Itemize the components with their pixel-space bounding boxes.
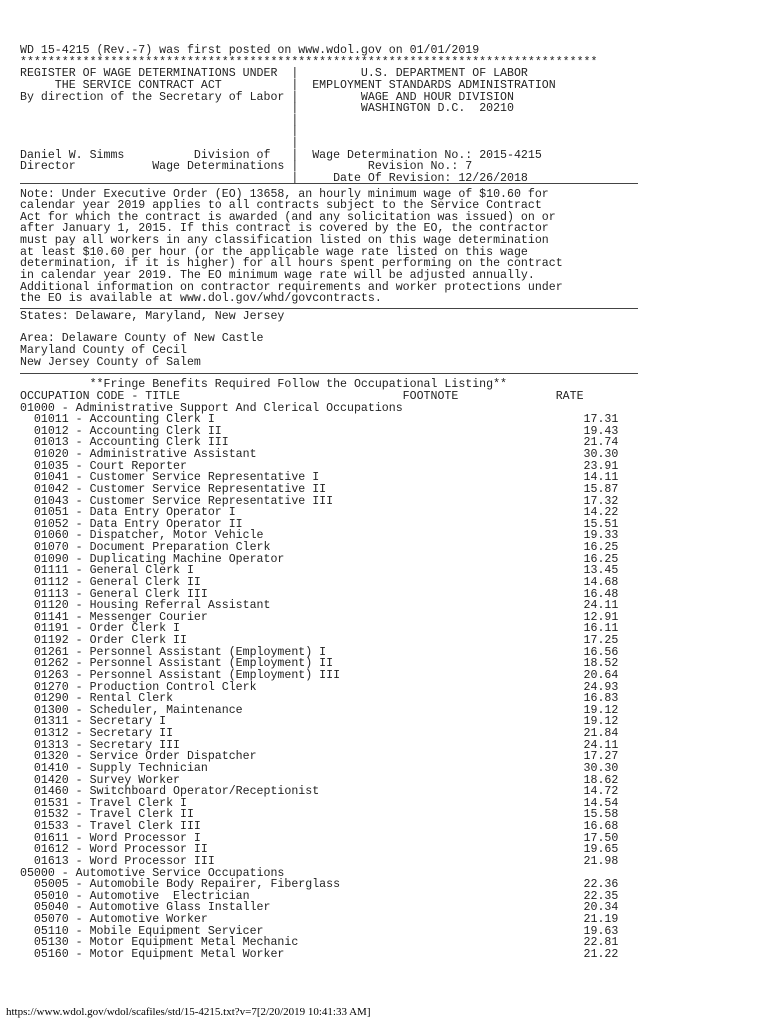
table-row: 01120 - Housing Referral Assistant 24.11: [20, 599, 619, 613]
note-line: determination, if it is higher) for all hours spent performing on the contract: [20, 257, 563, 271]
date-of-revision: Date Of Revision: 12/26/2018: [298, 171, 528, 185]
table-row: 01043 - Customer Service Representative III 17.32: [20, 494, 619, 508]
table-row: 01300 - Scheduler, Maintenance 19.12: [20, 703, 619, 717]
note-line: at least $10.60 per hour (or the applicable wage rate listed on this wage: [20, 245, 528, 259]
table-row: 01290 - Rental Clerk 16.83: [20, 692, 619, 706]
table-row: 05040 - Automotive Glass Installer 20.34: [20, 901, 619, 915]
table-row: 01020 - Administrative Assistant 30.30: [20, 448, 619, 461]
states-line: [20, 311, 618, 323]
area-line: Maryland County of Cecil: [20, 344, 187, 357]
table-row: 05110 - Mobile Equipment Servicer 19.63: [20, 924, 619, 938]
table-row: 01112 - General Clerk II 14.68: [20, 575, 619, 589]
note-block: [20, 189, 618, 305]
title-right-cell: Wage Determination No.: 2015-4215: [298, 148, 542, 162]
note-line: Act for which the contract is awarded (and any solicitation was issued) on or: [20, 210, 556, 224]
table-row: 01611 - Word Processor I 17.50: [20, 831, 619, 845]
table-row: 01261 - Personnel Assistant (Employment) I 16.56: [20, 645, 619, 659]
occupation-group-heading: 05000 - Automotive Service Occupations: [20, 866, 285, 880]
table-row: 01313 - Secretary III 24.11: [20, 738, 619, 752]
table-row: 01531 - Travel Clerk I 14.54: [20, 796, 619, 810]
header-line: WD 15-4215 (Rev.-7) was first posted on www.wdol.gov on 01/01/2019: [20, 44, 480, 57]
title-left-cell: By direction of the Secretary of Labor |: [20, 90, 299, 104]
title-left-cell: |: [20, 137, 299, 150]
occupation-group-heading: 01000 - Administrative Support And Clerical Occupations: [20, 401, 403, 415]
page-url-footer[interactable]: https://www.wdol.gov/wdol/scafiles/std/15-4215.txt?v=7[2/20/2019 10:41:33 AM]: [6, 1006, 371, 1018]
fringe-benefits-line: **Fringe Benefits Required Follow the Occupational Listing**: [20, 378, 508, 392]
table-row: 05005 - Automobile Body Repairer, Fiberglass 22.36: [20, 878, 619, 892]
title-block: [20, 68, 618, 184]
table-row: 01460 - Switchboard Operator/Receptionist 14.72: [20, 785, 619, 799]
area-line: Area: Delaware County of New Castle: [20, 332, 264, 346]
table-row: 01613 - Word Processor III 21.98: [20, 854, 619, 868]
note-line: in calendar year 2019. The EO minimum wage rate will be adjusted annually.: [20, 268, 535, 282]
title-left-cell: |: [20, 125, 299, 139]
note-line: Note: Under Executive Order (EO) 13658, an hourly minimum wage of $10.60 for: [20, 187, 549, 201]
table-row: 01013 - Accounting Clerk III 21.74: [20, 436, 619, 450]
title-left-cell: |: [20, 113, 299, 127]
table-row: 01262 - Personnel Assistant (Employment) II 18.52: [20, 657, 619, 671]
table-row: 01312 - Secretary II 21.84: [20, 727, 619, 740]
note-line: Additional information on contractor requirements and worker protections under: [20, 280, 563, 294]
column-header: OCCUPATION CODE - TITLE FOOTNOTE RATE: [20, 389, 584, 403]
title-left-cell: |: [20, 171, 299, 185]
table-row: 01113 - General Clerk III 16.48: [20, 587, 619, 601]
states-text: States: Delaware, Maryland, New Jersey: [20, 309, 285, 323]
title-left-cell: Director Wage Determinations |: [20, 160, 299, 174]
separator-rule: [20, 308, 638, 309]
title-right-cell: WAGE AND HOUR DIVISION: [298, 90, 514, 104]
title-right-cell: Revision No.: 7: [298, 160, 473, 174]
star-rule: ***********************************************************************************: [20, 55, 598, 69]
table-row: 01320 - Service Order Dispatcher 17.27: [20, 750, 619, 764]
title-left-cell: |: [20, 102, 299, 116]
table-row: 01270 - Production Control Clerk 24.93: [20, 680, 619, 694]
table-row: 01612 - Word Processor II 19.65: [20, 843, 619, 857]
table-row: 01311 - Secretary I 19.12: [20, 715, 619, 729]
table-row: 01012 - Accounting Clerk II 19.43: [20, 424, 619, 438]
table-row: 01111 - General Clerk I 13.45: [20, 564, 619, 578]
area-line: New Jersey County of Salem: [20, 355, 201, 369]
table-row: 01042 - Customer Service Representative II 15.87: [20, 482, 619, 496]
table-row: 01011 - Accounting Clerk I 17.31: [20, 413, 619, 427]
separator-rule: [20, 373, 638, 374]
title-left-cell: REGISTER OF WAGE DETERMINATIONS UNDER |: [20, 67, 299, 81]
note-line: the EO is available at www.dol.gov/whd/govcontracts.: [20, 292, 382, 306]
occupation-table: [20, 379, 618, 960]
table-row: 05070 - Automotive Worker 21.19: [20, 913, 619, 926]
table-row: 01060 - Dispatcher, Motor Vehicle 19.33: [20, 529, 619, 543]
table-row: 01090 - Duplicating Machine Operator 16.25: [20, 552, 619, 566]
table-row: 01035 - Court Reporter 23.91: [20, 459, 619, 473]
title-right-cell: U.S. DEPARTMENT OF LABOR: [298, 67, 528, 81]
area-block: [20, 333, 618, 368]
table-row: 01420 - Survey Worker 18.62: [20, 773, 619, 787]
table-row: 01070 - Document Preparation Clerk 16.25: [20, 541, 619, 554]
table-row: 01533 - Travel Clerk III 16.68: [20, 820, 619, 833]
table-row: 01141 - Messenger Courier 12.91: [20, 610, 619, 624]
title-right-cell: WASHINGTON D.C. 20210: [298, 102, 514, 116]
table-row: 01052 - Data Entry Operator II 15.51: [20, 517, 619, 531]
table-row: 05160 - Motor Equipment Metal Worker 21.22: [20, 947, 619, 961]
note-line: calendar year 2019 applies to all contracts subject to the Service Contract: [20, 199, 542, 213]
title-left-cell: THE SERVICE CONTRACT ACT |: [20, 78, 299, 92]
table-row: 01532 - Travel Clerk II 15.58: [20, 808, 619, 822]
note-line: after January 1, 2015. If this contract is covered by the EO, the contractor: [20, 222, 549, 236]
table-row: 01192 - Order Clerk II 17.25: [20, 634, 619, 647]
table-row: 01191 - Order Clerk I 16.11: [20, 622, 619, 636]
table-row: 05010 - Automotive Electrician 22.35: [20, 889, 619, 903]
table-row: 01263 - Personnel Assistant (Employment) III 20.64: [20, 668, 619, 682]
table-row: 05130 - Motor Equipment Metal Mechanic 22.81: [20, 936, 619, 950]
note-line: must pay all workers in any classification listed on this wage determination: [20, 234, 549, 247]
table-row: 01410 - Supply Technician 30.30: [20, 761, 619, 775]
separator-rule: [20, 183, 638, 184]
title-right-cell: EMPLOYMENT STANDARDS ADMINISTRATION: [298, 78, 556, 92]
table-row: 01051 - Data Entry Operator I 14.22: [20, 506, 619, 520]
title-left-cell: Daniel W. Simms Division of |: [20, 148, 299, 162]
table-row: 01041 - Customer Service Representative I 14.11: [20, 471, 619, 485]
